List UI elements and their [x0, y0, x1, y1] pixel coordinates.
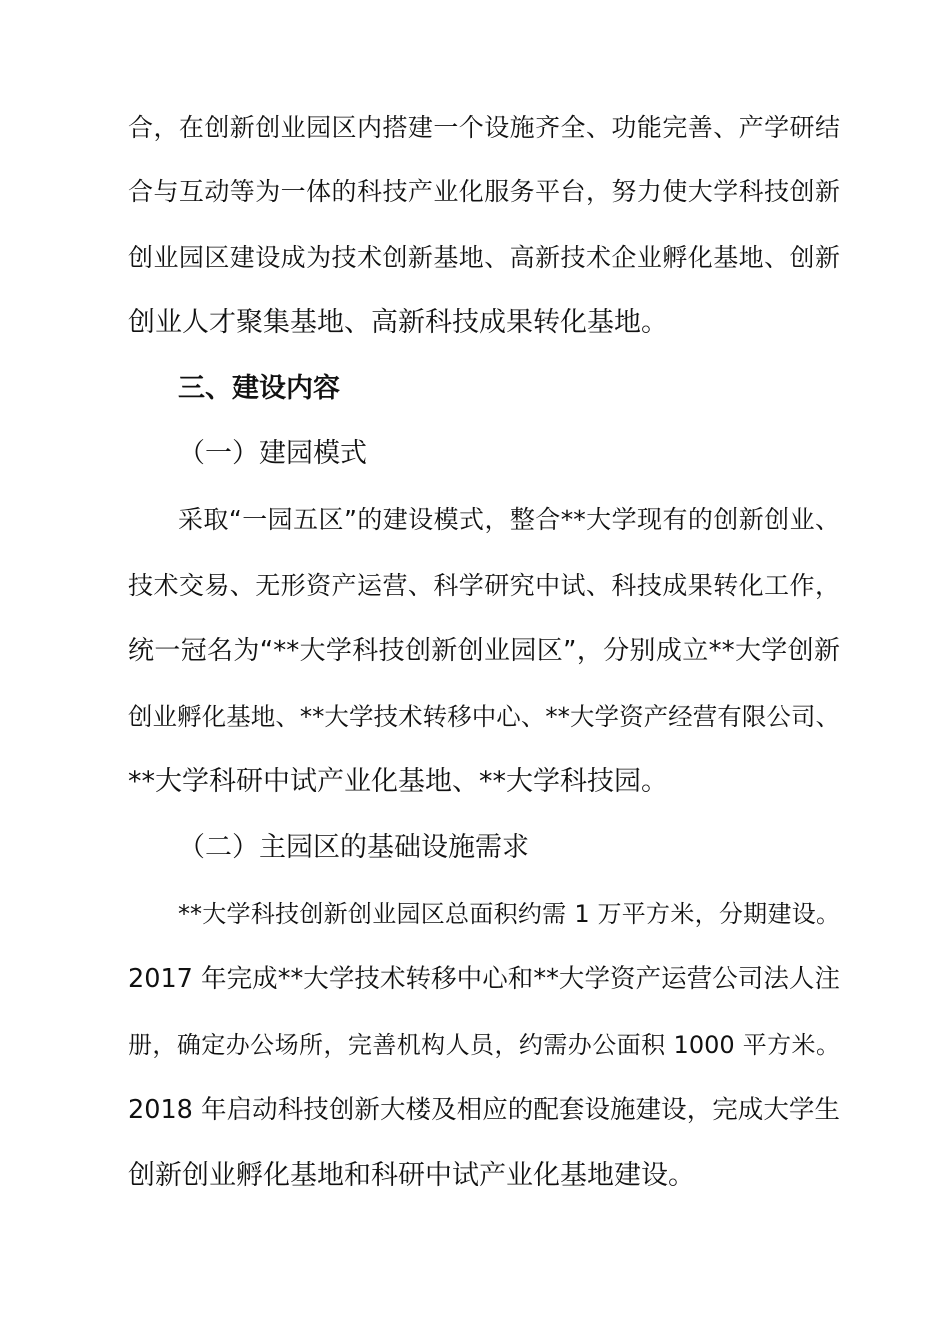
paragraph-line: 采取“一园五区”的建设模式，整合**大学现有的创新创业、: [178, 505, 840, 534]
subsection-heading: （一）建园模式: [178, 438, 367, 469]
paragraph-line: 创业人才聚集基地、高新科技成果转化基地。: [128, 307, 668, 338]
subsection-heading: （二）主园区的基础设施需求: [178, 832, 529, 863]
section-heading: 三、建设内容: [178, 373, 340, 404]
paragraph-line: **大学科技创新创业园区总面积约需 1 万平方米，分期建设。: [178, 900, 840, 928]
paragraph-line: 合与互动等为一体的科技产业化服务平台，努力使大学科技创新: [128, 177, 840, 206]
paragraph-line: **大学科研中试产业化基地、**大学科技园。: [128, 766, 668, 797]
paragraph-line: 2018 年启动科技创新大楼及相应的配套设施建设，完成大学生: [128, 1095, 840, 1125]
paragraph-line: 创新创业孵化基地和科研中试产业化基地建设。: [128, 1160, 695, 1191]
paragraph-line: 创业孵化基地、**大学技术转移中心、**大学资产经营有限公司、: [128, 702, 840, 731]
paragraph-line: 创业园区建设成为技术创新基地、高新技术企业孵化基地、创新: [128, 243, 840, 272]
paragraph-line: 合，在创新创业园区内搭建一个设施齐全、功能完善、产学研结: [128, 113, 840, 142]
paragraph-line: 统一冠名为“**大学科技创新创业园区”，分别成立**大学创新: [128, 636, 840, 666]
paragraph-line: 2017 年完成**大学技术转移中心和**大学资产运营公司法人注: [128, 964, 840, 994]
paragraph-line: 技术交易、无形资产运营、科学研究中试、科技成果转化工作，: [128, 571, 840, 600]
paragraph-line: 册，确定办公场所，完善机构人员，约需办公面积 1000 平方米。: [128, 1031, 840, 1059]
